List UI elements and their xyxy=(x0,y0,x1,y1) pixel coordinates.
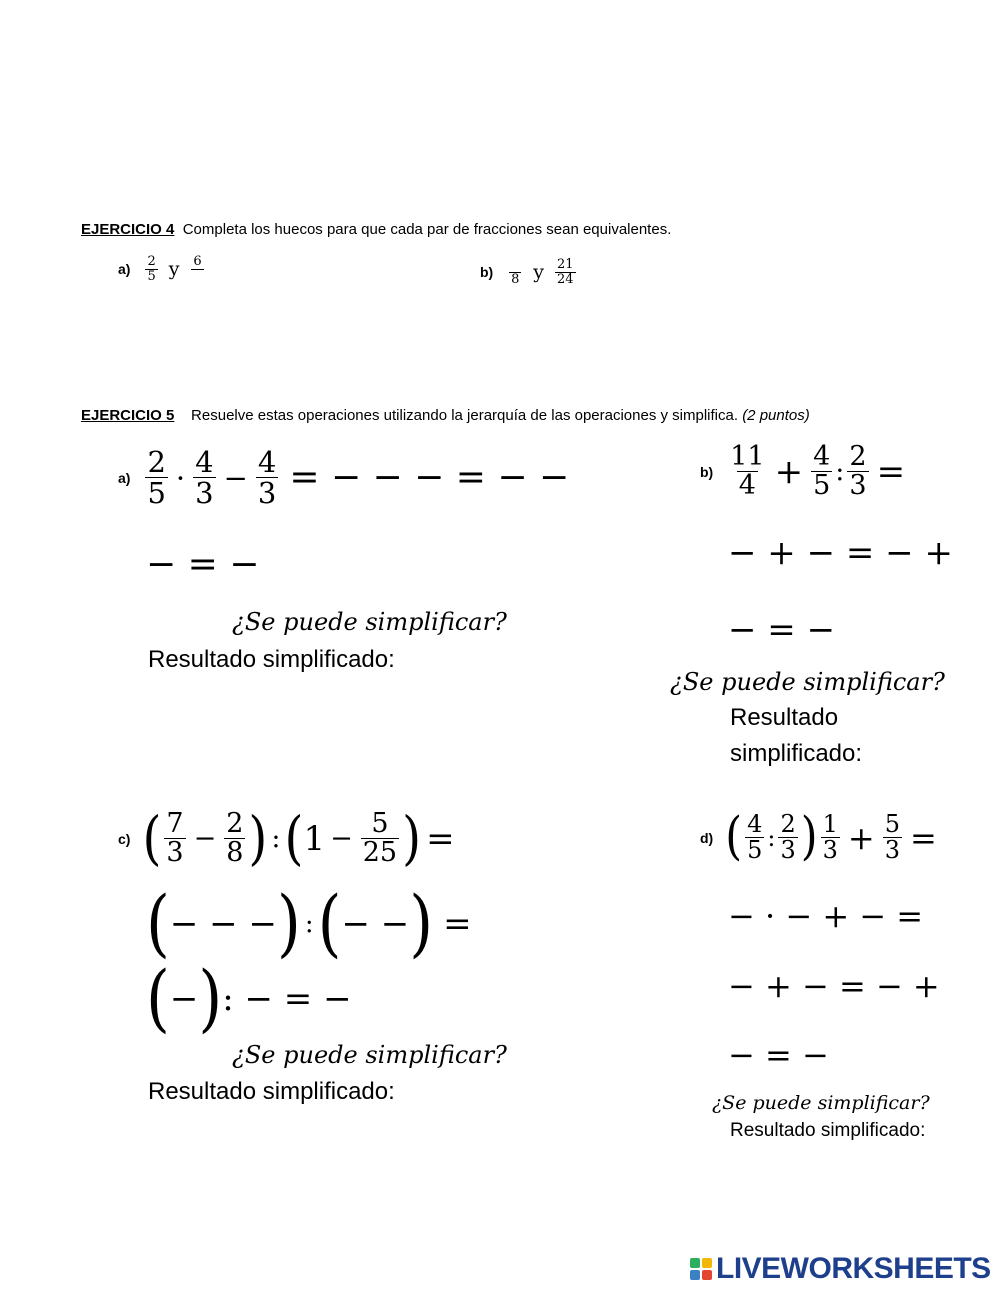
exercise4-title: EJERCICIO 4 xyxy=(81,221,175,238)
exercise5-points: (2 puntos) xyxy=(742,407,810,424)
fraction: $\frac{5}{25}$ xyxy=(362,808,398,869)
exercise5-c-question: ¿Se puede simplificar? xyxy=(232,1041,507,1069)
fraction: $\frac{4}{3}$ xyxy=(195,445,214,511)
exercise5-a-label: a) xyxy=(118,469,131,486)
exercise5-b-question: ¿Se puede simplificar? xyxy=(670,668,945,696)
exercise5-d-line3[interactable]: − + − = − + xyxy=(728,967,940,1005)
exercise5-d-line1: d) ( $\frac{4}{5}$ : $\frac{2}{3}$ ) $\frac{1}{3}$ + $\frac{5}{3}$ = xyxy=(700,806,937,867)
blank-fraction: 8 xyxy=(508,259,522,286)
logo-grid-icon xyxy=(690,1258,712,1280)
fraction: $\frac{5}{3}$ xyxy=(884,810,900,865)
exercise5-instruction: Resuelve estas operaciones utilizando la jerarquía de las operaciones y simplifica. xyxy=(191,407,739,424)
fraction: $\frac{11}{4}$ xyxy=(730,441,765,502)
exercise5-b-line2[interactable]: − + − = − + xyxy=(728,533,953,573)
exercise5-b-result-label-2: simplificado: xyxy=(730,740,863,767)
fraction: $\frac{4}{5}$ xyxy=(813,441,831,502)
exercise5-d-question: ¿Se puede simplificar? xyxy=(712,1092,930,1114)
exercise5-d-result-label: Resultado simplificado: xyxy=(730,1120,926,1141)
exercise5-b-result-label-1: Resultado xyxy=(730,704,839,731)
exercise4-heading xyxy=(81,221,671,238)
exercise5-title: EJERCICIO 5 xyxy=(81,407,175,424)
answer-blanks[interactable]: = − − − = − − xyxy=(289,457,570,499)
exercise5-a-line2[interactable]: − = − xyxy=(146,544,260,585)
exercise5-heading xyxy=(81,407,810,424)
brand-name: LIVEWORKSHEETS xyxy=(716,1252,991,1285)
fraction: $\frac{2}{3}$ xyxy=(780,810,796,865)
fraction: $\frac{7}{3}$ xyxy=(166,808,184,869)
exercise4-a-label: a) xyxy=(118,261,131,278)
fraction: $\frac{1}{3}$ xyxy=(822,810,838,865)
exercise5-d-line2[interactable]: − · − + − = xyxy=(728,897,924,935)
exercise5-a-result-label: Resultado simplificado: xyxy=(148,646,395,673)
blank-fraction: 6 xyxy=(190,255,204,282)
fraction: $\frac{2}{5}$ xyxy=(147,445,166,511)
numerator-blank[interactable] xyxy=(508,259,522,271)
liveworksheets-logo xyxy=(690,1252,991,1286)
exercise5-c-line3[interactable]: ( − ) : − = − xyxy=(146,955,352,1042)
exercise5-b-label: b) xyxy=(700,463,714,480)
exercise4-b-label: b) xyxy=(480,264,494,281)
denominator-blank[interactable] xyxy=(190,270,204,282)
exercise5-c-result-label: Resultado simplificado: xyxy=(148,1078,395,1105)
exercise5-a-line1: a) $\frac{2}{5}$ · $\frac{4}{3}$ − $\frac{4}{3}$ = − − − = − − xyxy=(118,445,570,511)
exercise5-c-line2[interactable]: ( − − − ) : ( − − ) = xyxy=(146,880,472,967)
exercise4-a: a) $\frac{2}{5}$ y 6 xyxy=(118,255,207,283)
exercise5-c-line1: c) ( $\frac{7}{3}$ − $\frac{2}{8}$ ) : ( 1 − $\frac{5}{25}$ ) = xyxy=(118,804,455,873)
fraction: $\frac{4}{5}$ xyxy=(747,810,763,865)
fraction: $\frac{2}{3}$ xyxy=(849,441,867,502)
fraction: $\frac{4}{3}$ xyxy=(257,445,277,511)
exercise5-a-question: ¿Se puede simplificar? xyxy=(232,608,507,636)
fraction: $\frac{2}{5}$ xyxy=(147,254,156,284)
exercise5-d-label: d) xyxy=(700,829,714,846)
exercise4-instruction: Completa los huecos para que cada par de fracciones sean equivalentes. xyxy=(182,221,672,238)
exercise5-b-line3[interactable]: − = − xyxy=(728,610,836,650)
exercise5-d-line4[interactable]: − = − xyxy=(728,1036,829,1074)
exercise4-b: b) 8 y $\frac{21}{24}$ xyxy=(480,257,574,287)
exercise5-c-label: c) xyxy=(118,830,131,847)
exercise5-b-line1: b) $\frac{11}{4}$ + $\frac{4}{5}$ : $\frac{2}{3}$ = xyxy=(700,441,906,502)
fraction: $\frac{21}{24}$ xyxy=(556,257,574,287)
fraction: $\frac{2}{8}$ xyxy=(226,808,244,869)
